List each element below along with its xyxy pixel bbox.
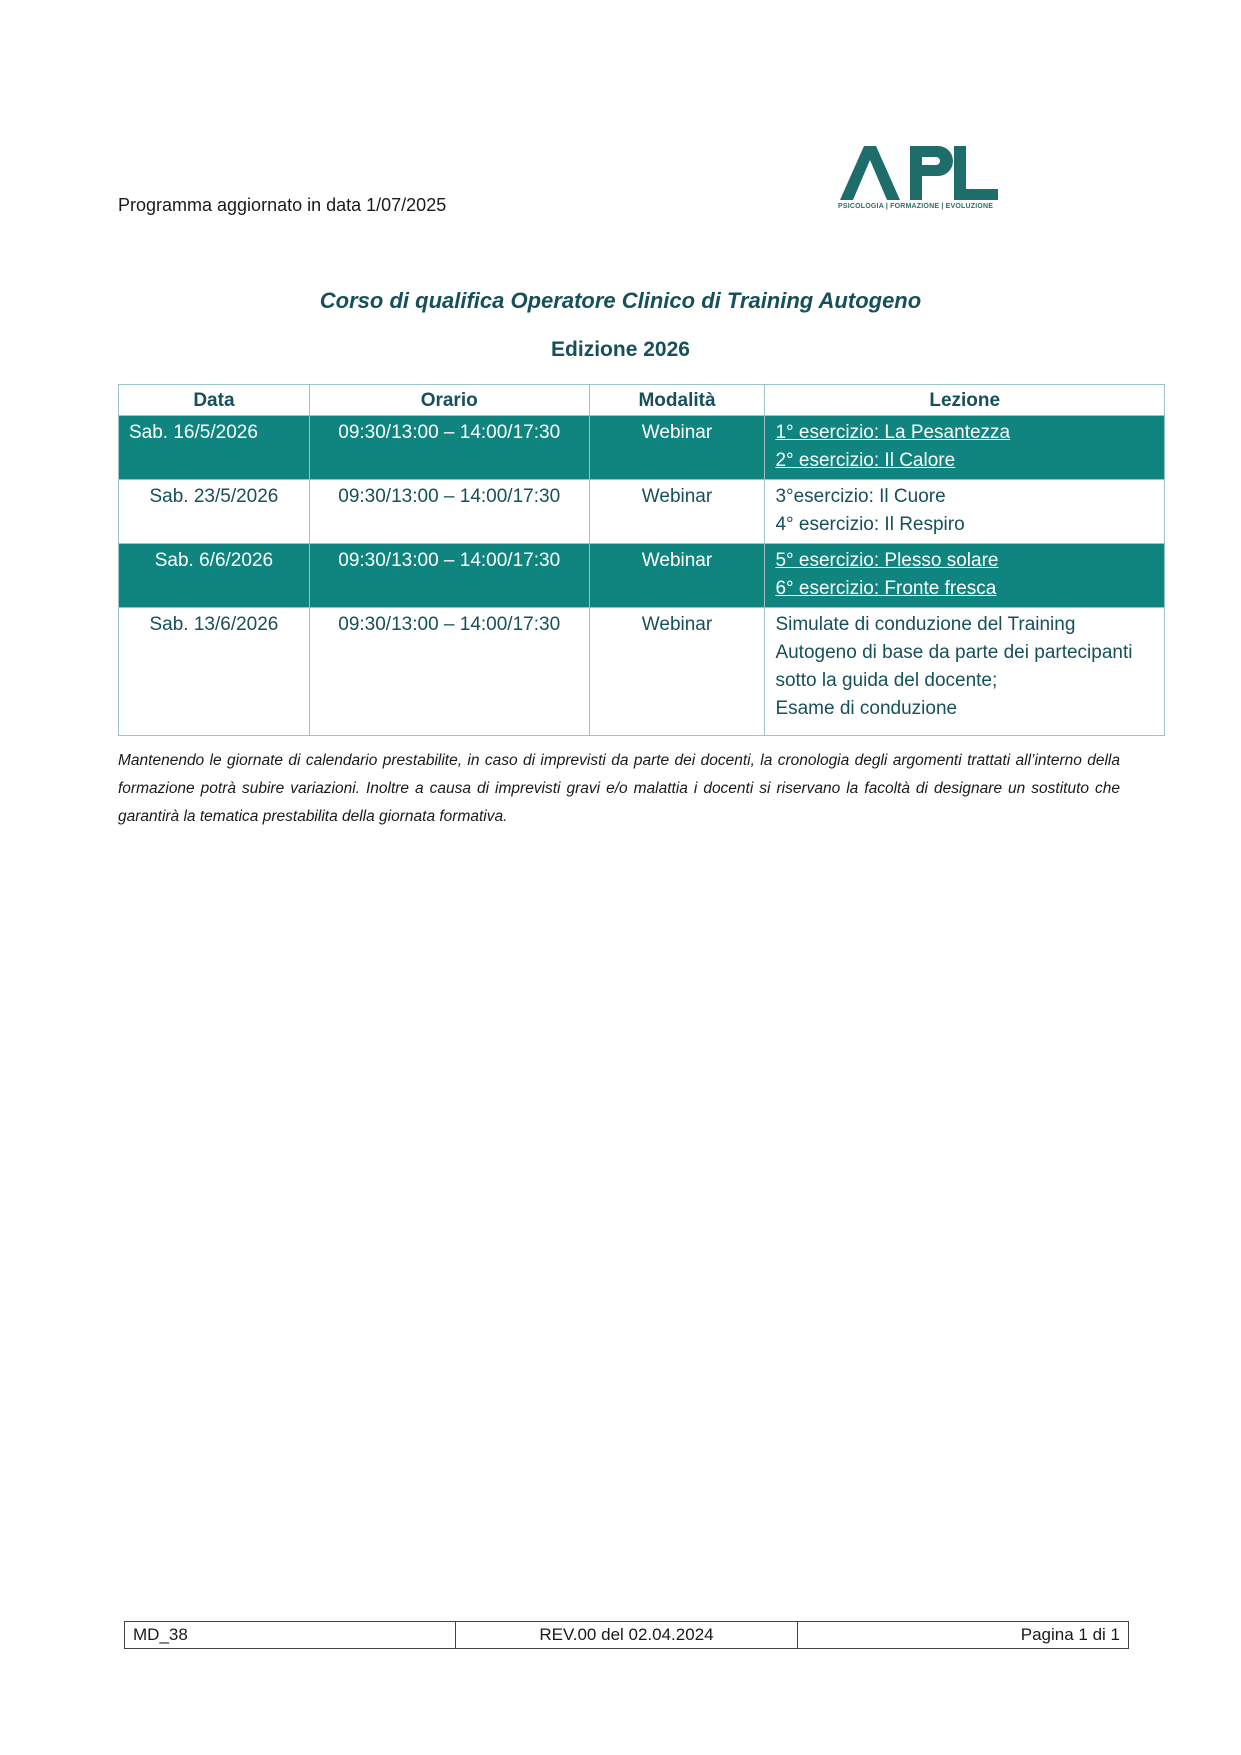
column-header-modalita: Modalità (589, 385, 765, 416)
page-number: Pagina 1 di 1 (797, 1622, 1128, 1649)
date-cell: Sab. 13/6/2026 (119, 608, 310, 736)
lesson-cell (765, 608, 1165, 736)
column-header-lezione: Lezione (765, 385, 1165, 416)
mode-cell: Webinar (589, 480, 765, 544)
lesson-text: 3°esercizio: Il Cuore (775, 486, 946, 507)
apl-logo (838, 140, 1008, 220)
update-date-text: Programma aggiornato in data 1/07/2025 (118, 195, 447, 215)
date-cell: Sab. 6/6/2026 (119, 544, 310, 608)
date-cell: Sab. 23/5/2026 (119, 480, 310, 544)
lesson-link[interactable]: 2° esercizio: Il Calore (775, 450, 956, 471)
lesson-text: 4° esercizio: Il Respiro (775, 514, 965, 535)
lesson-link[interactable]: 5° esercizio: Plesso solare (775, 550, 999, 571)
column-header-orario: Orario (309, 385, 589, 416)
course-title: Corso di qualifica Operatore Clinico di Training Autogeno (319, 288, 922, 313)
table-row (119, 608, 1165, 736)
lesson-text: Esame di conduzione (775, 698, 958, 719)
lesson-link[interactable]: 6° esercizio: Fronte fresca (775, 578, 997, 599)
mode-cell: Webinar (589, 416, 765, 480)
mode-cell: Webinar (589, 544, 765, 608)
lesson-cell (765, 480, 1165, 544)
lesson-cell (765, 544, 1165, 608)
table-row (119, 544, 1165, 608)
edition-subtitle: Edizione 2026 (551, 338, 690, 361)
date-cell: Sab. 16/5/2026 (119, 416, 310, 480)
time-cell: 09:30/13:00 – 14:00/17:30 (309, 480, 589, 544)
table-header-row (119, 385, 1165, 416)
disclaimer-note: Mantenendo le giornate di calendario prestabilite, in caso di imprevisti da parte dei docenti, la cronologia degli argomenti trattati all’interno della formazione potrà subire variazioni. Inoltre a causa di imprevisti gravi e/o malattia i docenti si riservano la facoltà di designare un sostituto che garantirà la tematica prestabilita della giornata formativa. (118, 752, 1120, 825)
footer-table (124, 1621, 1129, 1649)
table-row (119, 480, 1165, 544)
document-code: MD_38 (125, 1622, 456, 1649)
mode-cell: Webinar (589, 608, 765, 736)
time-cell: 09:30/13:00 – 14:00/17:30 (309, 416, 589, 480)
table-row (119, 416, 1165, 480)
time-cell: 09:30/13:00 – 14:00/17:30 (309, 608, 589, 736)
schedule-table (118, 384, 1165, 736)
apl-logo-mark (838, 140, 1008, 202)
lesson-cell (765, 416, 1165, 480)
lesson-text: Simulate di conduzione del Training Autogeno di base da parte dei partecipanti sotto la guida del docente; (775, 614, 1133, 691)
column-header-data: Data (119, 385, 310, 416)
lesson-link[interactable]: 1° esercizio: La Pesantezza (775, 422, 1011, 443)
logo-tagline: PSICOLOGIA | FORMAZIONE | EVOLUZIONE (838, 203, 994, 210)
time-cell: 09:30/13:00 – 14:00/17:30 (309, 544, 589, 608)
document-revision: REV.00 del 02.04.2024 (456, 1622, 797, 1649)
